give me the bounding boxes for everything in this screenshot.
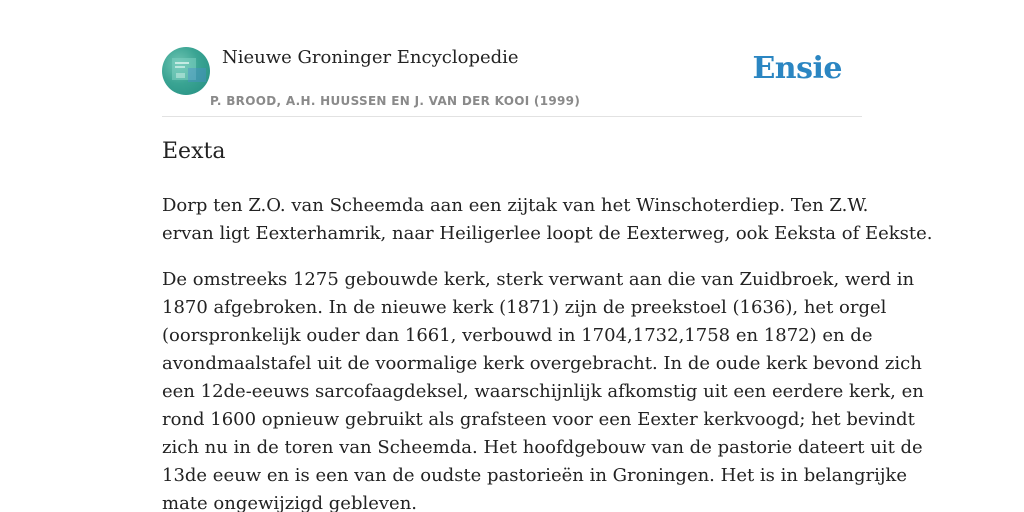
text-line: mate ongewijzigd gebleven. bbox=[162, 493, 418, 512]
entry-title: Eexta bbox=[162, 139, 226, 164]
book-cover-icon[interactable] bbox=[162, 47, 210, 95]
text-line: De omstreeks 1275 gebouwde kerk, sterk verwant aan die van Zuidbroek, werd in bbox=[162, 269, 915, 290]
paragraph bbox=[162, 192, 933, 248]
text-line: 13de eeuw en is een van de oudste pastorieën in Groningen. Het is in belangrijke bbox=[162, 465, 907, 486]
text-line: een 12de-eeuws sarcofaagdeksel, waarschijnlijk afkomstig uit een eerdere kerk, en bbox=[162, 381, 924, 402]
ensie-logo[interactable]: Ensie bbox=[752, 51, 842, 86]
text-line: (oorspronkelijk ouder dan 1661, verbouwd in 1704,1732,1758 en 1872) en de bbox=[162, 325, 873, 346]
text-line: zich nu in de toren van Scheemda. Het hoofdgebouw van de pastorie dateert uit de bbox=[162, 437, 923, 458]
source-title[interactable]: Nieuwe Groninger Encyclopedie bbox=[222, 47, 519, 68]
text-line: ervan ligt Eexterhamrik, naar Heiligerlee loopt de Eexterweg, ook Eeksta of Eekste. bbox=[162, 223, 933, 244]
text-line: 1870 afgebroken. In de nieuwe kerk (1871) zijn de preekstoel (1636), het orgel bbox=[162, 297, 887, 318]
text-line: Dorp ten Z.O. van Scheemda aan een zijtak van het Winschoterdiep. Ten Z.W. bbox=[162, 195, 869, 216]
source-header bbox=[162, 40, 862, 117]
entry-body bbox=[162, 192, 933, 512]
text-line: rond 1600 opnieuw gebruikt als grafsteen voor een Eexter kerkvoogd; het bevindt bbox=[162, 409, 915, 430]
source-authors: P. BROOD, A.H. HUUSSEN EN J. VAN DER KOOI (1999) bbox=[210, 94, 581, 108]
paragraph bbox=[162, 266, 924, 512]
text-line: avondmaalstafel uit de voormalige kerk overgebracht. In de oude kerk bevond zich bbox=[162, 353, 922, 374]
